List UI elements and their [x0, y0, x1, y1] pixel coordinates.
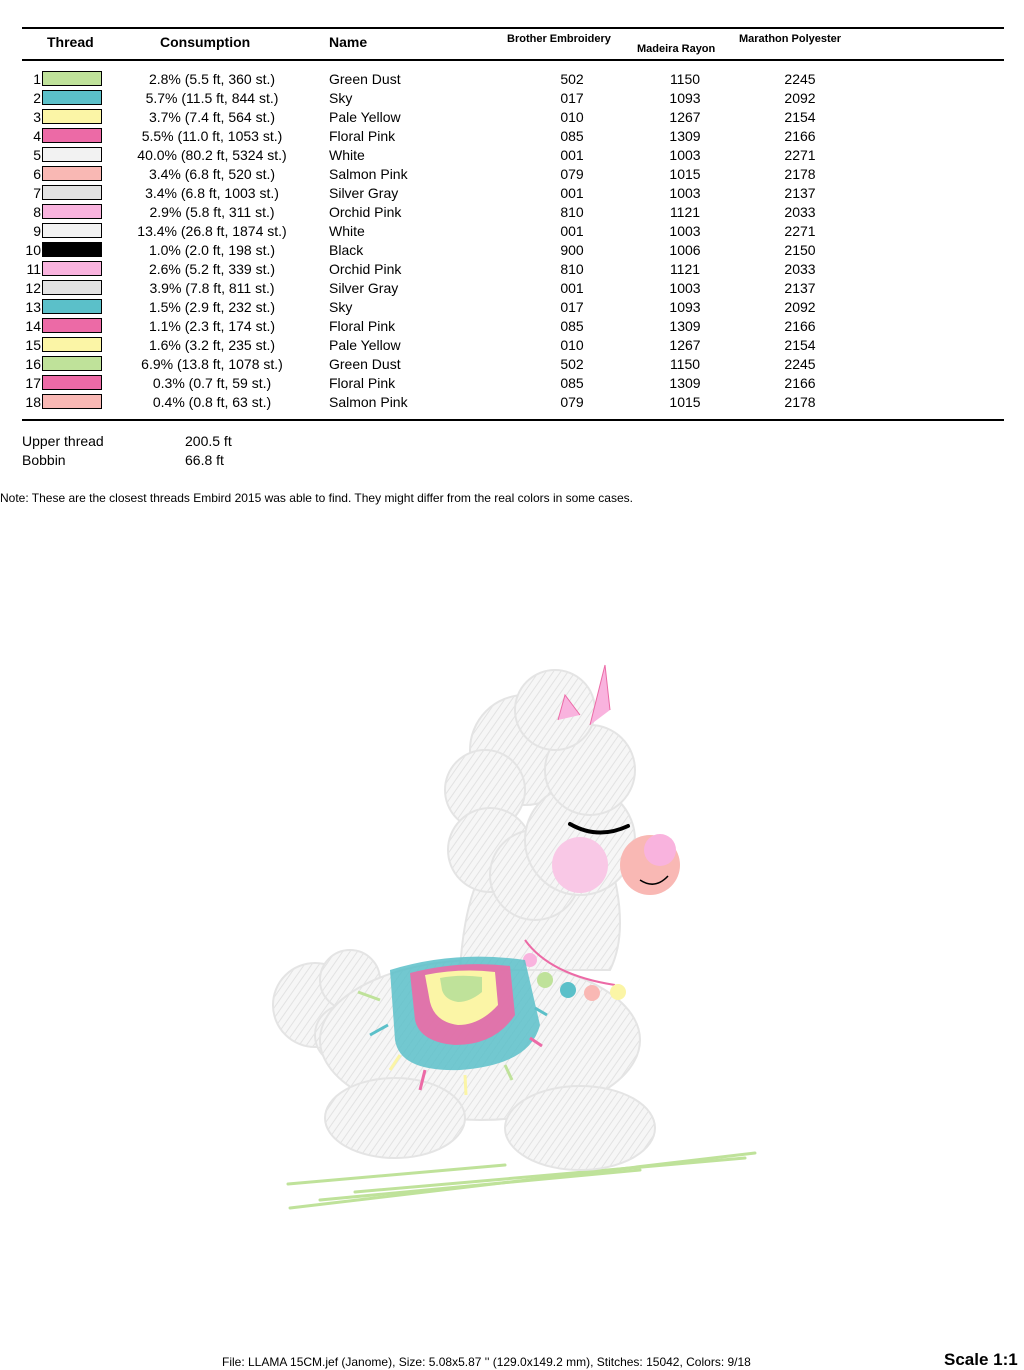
scale-label: Scale 1:1: [944, 1350, 1018, 1369]
thread-name-cell: Salmon Pink: [329, 394, 408, 410]
header-rule: [22, 59, 1004, 61]
marathon-code-cell: 2166: [784, 318, 816, 334]
thread-name-cell: Sky: [329, 299, 353, 315]
brother-code-cell: 810: [560, 261, 584, 277]
color-swatch: [42, 90, 102, 105]
madeira-code-cell: 1003: [669, 223, 701, 239]
table-bottom-rule: [22, 419, 1004, 421]
brother-code-cell: 017: [560, 90, 584, 106]
color-swatch: [42, 109, 102, 124]
color-swatch: [42, 204, 102, 219]
thread-name-cell: Orchid Pink: [329, 204, 402, 220]
consumption-cell: 3.7% (7.4 ft, 564 st.): [148, 109, 276, 125]
table-row: [0, 127, 1024, 146]
madeira-code-cell: 1309: [669, 128, 701, 144]
table-row: [0, 317, 1024, 336]
madeira-code-cell: 1150: [669, 356, 701, 372]
thread-number: 12: [25, 280, 41, 296]
table-row: [0, 393, 1024, 412]
madeira-code-cell: 1309: [669, 318, 701, 334]
color-swatch: [42, 242, 102, 257]
thread-name-cell: Pale Yellow: [329, 337, 401, 353]
brother-code-cell: 085: [560, 375, 584, 391]
table-row: [0, 222, 1024, 241]
table-row: [0, 89, 1024, 108]
consumption-cell: 0.4% (0.8 ft, 63 st.): [152, 394, 272, 410]
color-swatch: [42, 280, 102, 295]
thread-number: 3: [33, 109, 41, 125]
table-row: [0, 184, 1024, 203]
thread-number: 18: [25, 394, 41, 410]
consumption-cell: 1.0% (2.0 ft, 198 st.): [148, 242, 276, 258]
brother-code-cell: 079: [560, 166, 584, 182]
thread-number: 4: [33, 128, 41, 144]
marathon-code-cell: 2033: [784, 204, 816, 220]
madeira-code-cell: 1309: [669, 375, 701, 391]
header-marathon: Marathon Polyester: [739, 33, 842, 45]
consumption-cell: 5.7% (11.5 ft, 844 st.): [145, 90, 279, 106]
upper-thread-value: 200.5 ft: [185, 433, 232, 449]
consumption-cell: 0.3% (0.7 ft, 59 st.): [152, 375, 272, 391]
table-row: [0, 355, 1024, 374]
madeira-code-cell: 1003: [669, 147, 701, 163]
thread-number: 13: [25, 299, 41, 315]
marathon-code-cell: 2092: [784, 90, 816, 106]
marathon-code-cell: 2150: [784, 242, 816, 258]
brother-code-cell: 079: [560, 394, 584, 410]
header-consumption: Consumption: [160, 34, 251, 50]
thread-number: 2: [33, 90, 41, 106]
marathon-code-cell: 2271: [784, 223, 816, 239]
thread-name-cell: Salmon Pink: [329, 166, 408, 182]
color-swatch: [42, 128, 102, 143]
marathon-code-cell: 2245: [784, 356, 816, 372]
table-row: [0, 203, 1024, 222]
thread-name-cell: Black: [329, 242, 364, 258]
consumption-cell: 13.4% (26.8 ft, 1874 st.): [137, 223, 287, 239]
note-text: Note: These are the closest threads Embird 2015 was able to find. They might differ from the real colors in some cases.: [0, 491, 633, 505]
brother-code-cell: 001: [560, 280, 584, 296]
thread-number: 16: [25, 356, 41, 372]
bobbin-value: 66.8 ft: [185, 452, 224, 468]
madeira-code-cell: 1003: [669, 185, 701, 201]
thread-table: [0, 70, 1024, 412]
color-swatch: [42, 337, 102, 352]
table-row: [0, 336, 1024, 355]
consumption-cell: 1.6% (3.2 ft, 235 st.): [148, 337, 276, 353]
table-row: [0, 146, 1024, 165]
thread-number: 14: [25, 318, 41, 334]
color-swatch: [42, 299, 102, 314]
thread-name-cell: White: [329, 147, 365, 163]
consumption-cell: 5.5% (11.0 ft, 1053 st.): [141, 128, 283, 144]
marathon-code-cell: 2178: [784, 394, 816, 410]
thread-number: 6: [33, 166, 41, 182]
marathon-code-cell: 2092: [784, 299, 816, 315]
madeira-code-cell: 1003: [669, 280, 701, 296]
color-swatch: [42, 318, 102, 333]
thread-number: 8: [33, 204, 41, 220]
llama-embroidery-image: [260, 640, 770, 1220]
bobbin-label: Bobbin: [22, 452, 66, 468]
file-info: File: LLAMA 15CM.jef (Janome), Size: 5.08x5.87 '' (129.0x149.2 mm), Stitches: 15042, Colors: 9/18: [222, 1355, 751, 1369]
table-row: [0, 374, 1024, 393]
color-swatch: [42, 185, 102, 200]
brother-code-cell: 017: [560, 299, 584, 315]
brother-code-cell: 900: [560, 242, 584, 258]
marathon-code-cell: 2271: [784, 147, 816, 163]
thread-number: 7: [33, 185, 41, 201]
marathon-code-cell: 2154: [784, 337, 816, 353]
brother-code-cell: 010: [560, 337, 584, 353]
thread-number: 15: [25, 337, 41, 353]
brother-code-cell: 810: [560, 204, 584, 220]
table-row: [0, 298, 1024, 317]
thread-name-cell: Floral Pink: [329, 318, 396, 334]
madeira-code-cell: 1006: [669, 242, 701, 258]
table-row: [0, 70, 1024, 89]
brother-code-cell: 085: [560, 128, 584, 144]
consumption-cell: 3.4% (6.8 ft, 520 st.): [148, 166, 276, 182]
consumption-cell: 3.4% (6.8 ft, 1003 st.): [145, 185, 279, 201]
thread-name-cell: Silver Gray: [329, 185, 399, 201]
header-madeira: Madeira Rayon: [637, 43, 716, 55]
consumption-cell: 40.0% (80.2 ft, 5324 st.): [137, 147, 287, 163]
color-swatch: [42, 71, 102, 86]
thread-name-cell: Pale Yellow: [329, 109, 401, 125]
madeira-code-cell: 1267: [669, 109, 701, 125]
consumption-cell: 1.5% (2.9 ft, 232 st.): [148, 299, 276, 315]
thread-number: 11: [26, 261, 41, 277]
consumption-cell: 1.1% (2.3 ft, 174 st.): [148, 318, 276, 334]
top-rule: [22, 27, 1004, 29]
marathon-code-cell: 2166: [784, 375, 816, 391]
consumption-cell: 3.9% (7.8 ft, 811 st.): [149, 280, 275, 296]
consumption-cell: 6.9% (13.8 ft, 1078 st.): [141, 356, 283, 372]
thread-name-cell: Sky: [329, 90, 353, 106]
color-swatch: [42, 261, 102, 276]
marathon-code-cell: 2178: [784, 166, 816, 182]
thread-number: 9: [33, 223, 41, 239]
thread-name-cell: Orchid Pink: [329, 261, 402, 277]
table-row: [0, 165, 1024, 184]
marathon-code-cell: 2154: [784, 109, 816, 125]
brother-code-cell: 502: [560, 71, 584, 87]
table-row: [0, 279, 1024, 298]
marathon-code-cell: 2245: [784, 71, 816, 87]
madeira-code-cell: 1093: [669, 299, 701, 315]
marathon-code-cell: 2137: [784, 280, 816, 296]
marathon-code-cell: 2166: [784, 128, 816, 144]
thread-number: 5: [33, 147, 41, 163]
color-swatch: [42, 223, 102, 238]
thread-name-cell: Green Dust: [329, 71, 401, 87]
madeira-code-cell: 1121: [669, 204, 701, 220]
brother-code-cell: 001: [560, 185, 584, 201]
brother-code-cell: 010: [560, 109, 584, 125]
color-swatch: [42, 375, 102, 390]
upper-thread-label: Upper thread: [22, 433, 104, 449]
color-swatch: [42, 166, 102, 181]
table-row: [0, 241, 1024, 260]
thread-name-cell: Floral Pink: [329, 375, 396, 391]
madeira-code-cell: 1150: [669, 71, 701, 87]
header-thread: Thread: [47, 34, 94, 50]
madeira-code-cell: 1267: [669, 337, 701, 353]
madeira-code-cell: 1093: [669, 90, 701, 106]
consumption-cell: 2.6% (5.2 ft, 339 st.): [148, 261, 276, 277]
table-row: [0, 260, 1024, 279]
thread-number: 1: [33, 71, 41, 87]
brother-code-cell: 001: [560, 223, 584, 239]
brother-code-cell: 085: [560, 318, 584, 334]
consumption-cell: 2.8% (5.5 ft, 360 st.): [148, 71, 276, 87]
marathon-code-cell: 2137: [784, 185, 816, 201]
header-brother: Brother Embroidery: [507, 33, 611, 45]
marathon-code-cell: 2033: [784, 261, 816, 277]
color-swatch: [42, 394, 102, 409]
table-row: [0, 108, 1024, 127]
brother-code-cell: 502: [560, 356, 584, 372]
consumption-cell: 2.9% (5.8 ft, 311 st.): [149, 204, 275, 220]
thread-name-cell: Green Dust: [329, 356, 401, 372]
madeira-code-cell: 1121: [669, 261, 701, 277]
madeira-code-cell: 1015: [669, 394, 701, 410]
thread-number: 10: [25, 242, 41, 258]
color-swatch: [42, 147, 102, 162]
thread-name-cell: Silver Gray: [329, 280, 399, 296]
header-name: Name: [329, 34, 368, 50]
thread-name-cell: Floral Pink: [329, 128, 396, 144]
brother-code-cell: 001: [560, 147, 584, 163]
madeira-code-cell: 1015: [669, 166, 701, 182]
thread-number: 17: [25, 375, 41, 391]
thread-name-cell: White: [329, 223, 365, 239]
color-swatch: [42, 356, 102, 371]
